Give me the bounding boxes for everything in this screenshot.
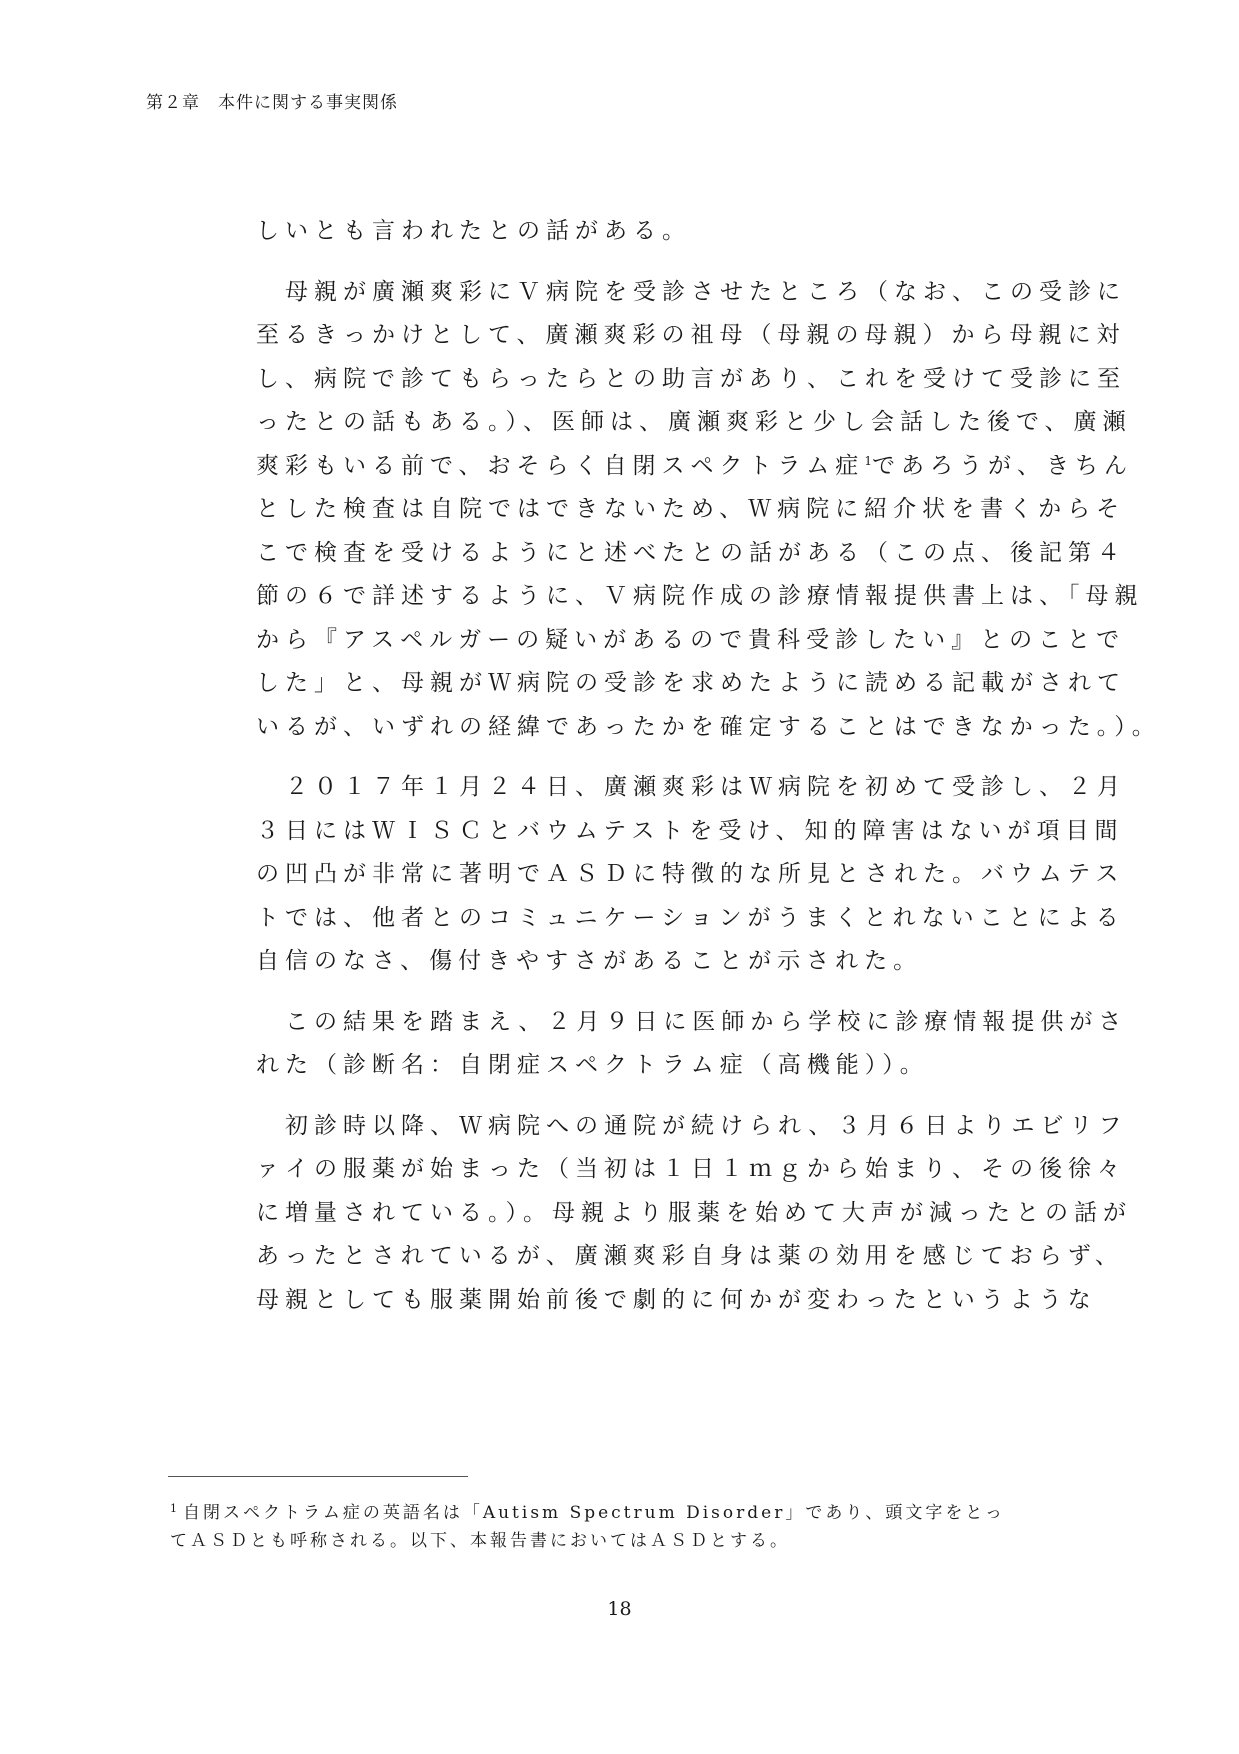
footnote xyxy=(170,1493,1070,1557)
text-line-part: であろうが、きちん xyxy=(871,452,1133,479)
text-line: 至るきっかけとして、廣瀬爽彩の祖母（母親の母親）から母親に対 xyxy=(256,322,1126,348)
text-line: この結果を踏まえ、２月９日に医師から学校に診療情報提供がさ xyxy=(256,1008,1128,1035)
text-line: ァイの服薬が始まった（当初は１日１ｍｇから始まり、その後徐々 xyxy=(256,1156,1126,1182)
text-line: しいとも言われたとの話がある。 xyxy=(256,218,691,244)
text-line: とした検査は自院ではできないため、Ｗ病院に紹介状を書くからそ xyxy=(256,496,1126,522)
text-line: 母親が廣瀬爽彩にＶ病院を受診させたところ（なお、この受診に xyxy=(256,278,1126,305)
text-line: れた（診断名：自閉症スペクトラム症（高機能））。 xyxy=(256,1052,929,1078)
text-line: した」と、母親がＷ病院の受診を求めたように読める記載がされて xyxy=(256,670,1126,696)
footnote-number: 1 xyxy=(170,1502,177,1515)
text-line: ２０１７年１月２４日、廣瀬爽彩はＷ病院を初めて受診し、２月 xyxy=(256,774,1126,800)
text-line: し、病院で診てもらったらとの助言があり、これを受けて受診に至 xyxy=(256,365,1126,392)
footnote-reference[interactable]: 1 xyxy=(864,453,872,468)
footnote-text: 自閉スペクトラム症の英語名は「Autism Spectrum Disorder」であり、頭文字をとっ xyxy=(183,1503,1005,1523)
text-line: 自信のなさ、傷付きやすさがあることが示された。 xyxy=(256,948,923,974)
footnote-line xyxy=(170,1493,1070,1525)
text-line: ったとの話もある。）、医師は、廣瀬爽彩と少し会話した後で、廣瀬 xyxy=(256,409,1132,435)
text-line: あったとされているが、廣瀬爽彩自身は薬の効用を感じておらず、 xyxy=(256,1243,1124,1269)
text-line: いるが、いずれの経緯であったかを確定することはできなかった。）。 xyxy=(256,713,1161,740)
text-line: 初診時以降、Ｗ病院への通院が続けられ、３月６日よりエビリフ xyxy=(256,1112,1128,1139)
text-line-part: 爽彩もいる前で、おそらく自閉スペクトラム症 xyxy=(256,452,865,479)
text-line: 母親としても服薬開始前後で劇的に何かが変わったというような xyxy=(256,1286,1097,1313)
text-line: ３日にはＷＩＳＣとバウムテストを受け、知的障害はないが項目間 xyxy=(256,817,1124,844)
text-line: に増量されている。）。母親より服薬を始めて大声が減ったとの話が xyxy=(256,1199,1132,1226)
page-number: 18 xyxy=(607,1598,632,1620)
text-line: の凹凸が非常に著明でＡＳＤに特徴的な所見とされた。バウムテス xyxy=(256,861,1125,887)
chapter-header: 第２章 本件に関する事実関係 xyxy=(146,93,398,113)
footnote-line: てＡＳＤとも呼称される。以下、本報告書においてはＡＳＤとする。 xyxy=(170,1531,790,1551)
text-line: こで検査を受けるようにと述べたとの話がある（この点、後記第４ xyxy=(256,539,1126,566)
footnote-divider xyxy=(168,1476,468,1477)
text-line: から『アスペルガーの疑いがあるので貴科受診したい』とのことで xyxy=(256,626,1126,653)
text-line xyxy=(256,445,1133,489)
text-line: 節の６で詳述するように、Ｖ病院作成の診療情報提供書上は、「母親 xyxy=(256,583,1144,609)
text-line: トでは、他者とのコミュニケーションがうまくとれないことによる xyxy=(256,904,1125,931)
body-text xyxy=(256,210,1161,1322)
